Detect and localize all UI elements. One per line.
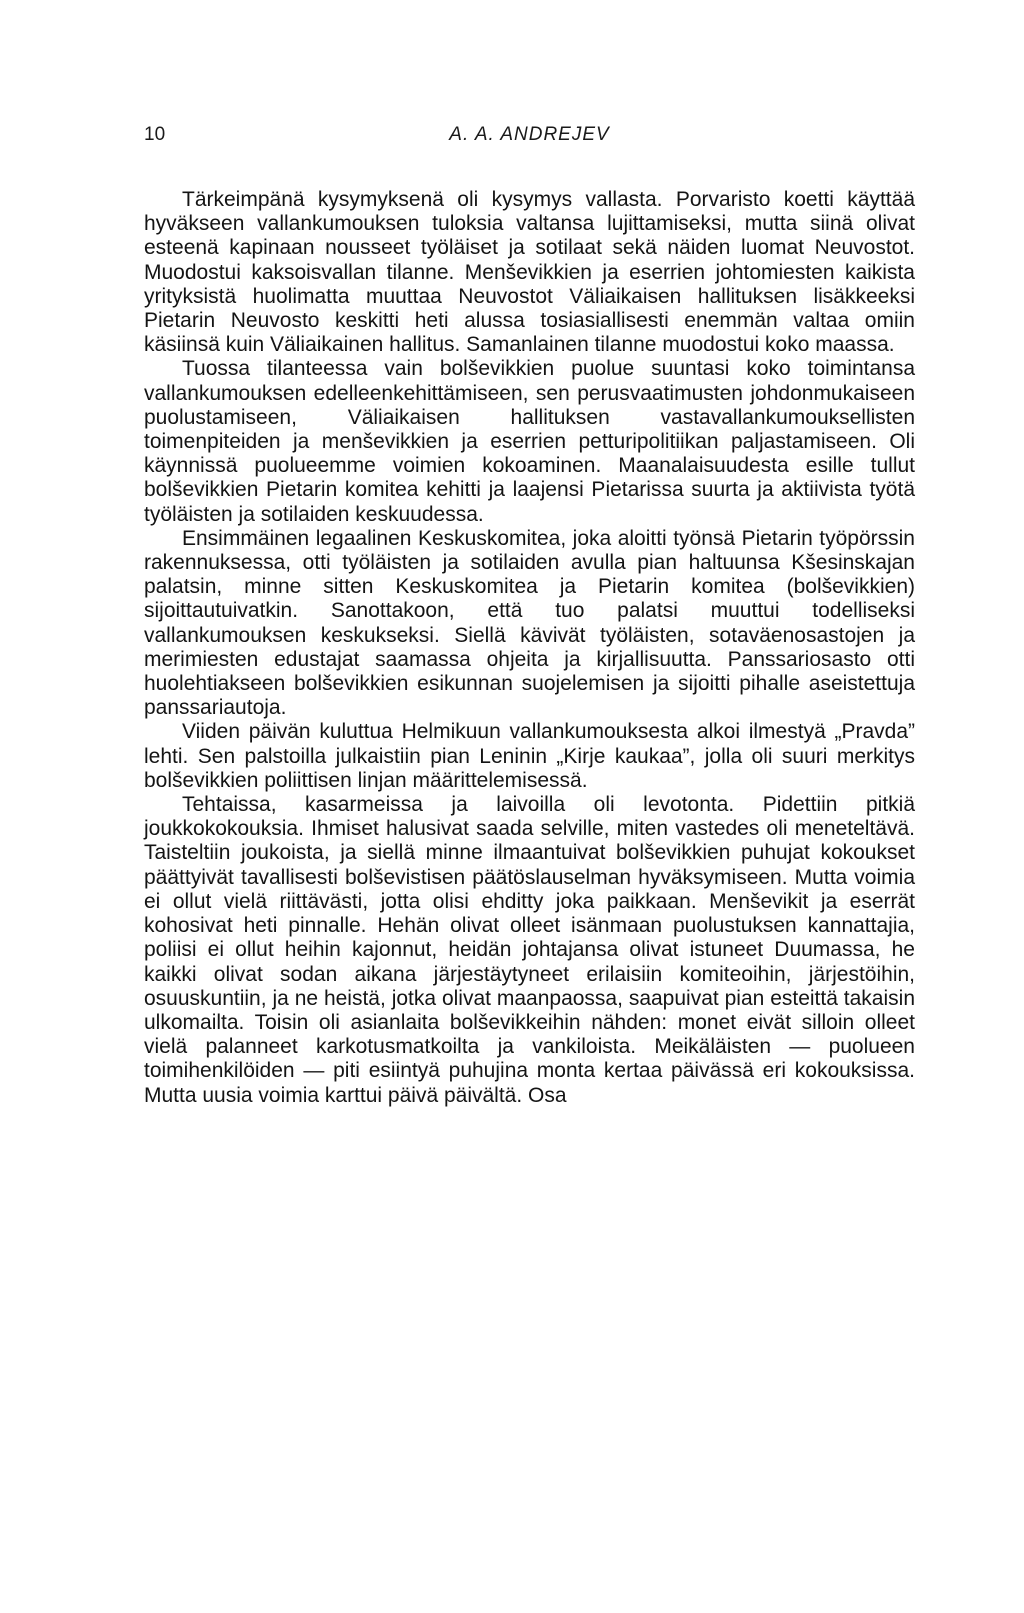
- running-head: [144, 124, 915, 154]
- running-title: A. A. ANDREJEV: [449, 124, 610, 145]
- paragraph-5: Tehtaissa, kasarmeissa ja laivoilla oli levotonta. Pidettiin pitkiä joukkokokouksia. Ihmiset halusivat saada selville, miten vastedes oli meneteltävä. Taisteltiin joukoista, ja siellä minne ilmaantuivat bolševikkien puhujat kokoukset päättyivät tavallisesti bolševistisen päätöslauselman hyväksymiseen. Mutta voimia ei ollut vielä riittävästi, jotta olisi ehditty joka paikkaan. Menševikit ja eserrät kohosivat heti pinnalle. Hehän olivat olleet isänmaan puolustuksen kannattajia, poliisi ei ollut heihin kajonnut, heidän johtajansa olivat istuneet Duumassa, he kaikki olivat sodan aikana järjestäytyneet erilaisiin komiteoihin, järjestöihin, osuuskuntiin, ja ne heistä, jotka olivat maanpaossa, saapuivat pian esteittä takaisin ulkomailta. Toisin oli asianlaita bolševikkeihin nähden: monet eivät silloin olleet vielä palanneet karkotusmatkoilta ja vankiloista. Meikäläisten — puolueen toimihenkilöiden — piti esiintyä puhujina monta kertaa päivässä eri kokouksissa. Mutta uusia voimia karttui päivä päivältä. Osa: [144, 793, 915, 1107]
- body-text: [144, 188, 915, 1108]
- paragraph-1: Tärkeimpänä kysymyksenä oli kysymys vallasta. Porvaristo koetti käyttää hyväkseen vallankumouksen tuloksia valtansa lujittamiseksi, mutta siinä olivat esteenä kapinaan nousseet työläiset ja sotilaat sekä näiden luomat Neuvostot. Muodostui kaksoisvallan tilanne. Menševikkien ja eserrien johtomiesten kaikista yrityksistä huolimatta muuttaa Neuvostot Väliaikaisen hallituksen lisäkkeeksi Pietarin Neuvosto keskitti heti alussa tosiasiallisesti enemmän valtaa omiin käsiinsä kuin Väliaikainen hallitus. Samanlainen tilanne muodostui koko maassa.: [144, 188, 915, 357]
- book-page: [144, 124, 915, 1108]
- paragraph-3: Ensimmäinen legaalinen Keskuskomitea, joka aloitti työnsä Pietarin työpörssin rakennuksessa, otti työläisten ja sotilaiden avulla pian haltuunsa Kšesinskajan palatsin, minne sitten Keskuskomitea ja Pietarin komitea (bolševikkien) sijoittautuivatkin. Sanottakoon, että tuo palatsi muuttui todelliseksi vallankumouksen keskukseksi. Siellä kävivät työläisten, sotaväenosastojen ja merimiesten edustajat saamassa ohjeita ja kirjallisuutta. Panssariosasto otti huolehtiakseen bolševikkien esikunnan suojelemisen ja sijoitti pihalle aseistettuja panssariautoja.: [144, 526, 915, 720]
- paragraph-4: Viiden päivän kuluttua Helmikuun vallankumouksesta alkoi ilmestyä „Pravda” lehti. Sen palstoilla julkaistiin pian Leninin „Kirje kaukaa”, jolla oli suuri merkitys bolševikkien poliittisen linjan määrittelemisessä.: [144, 720, 915, 792]
- paragraph-2: Tuossa tilanteessa vain bolševikkien puolue suuntasi koko toimintansa vallankumouksen edelleenkehittämiseen, sen perusvaatimusten johdonmukaiseen puolustamiseen, Väliaikaisen hallituksen vastavallankumouksellisten toimenpiteiden ja menševikkien ja eserrien petturipolitiikan paljastamiseen. Oli käynnissä puolueemme voimien kokoaminen. Maanalaisuudesta esille tullut bolševikkien Pietarin komitea kehitti ja laajensi Pietarissa suurta ja aktiivista työtä työläisten ja sotilaiden keskuudessa.: [144, 357, 915, 526]
- page-number: 10: [144, 124, 166, 145]
